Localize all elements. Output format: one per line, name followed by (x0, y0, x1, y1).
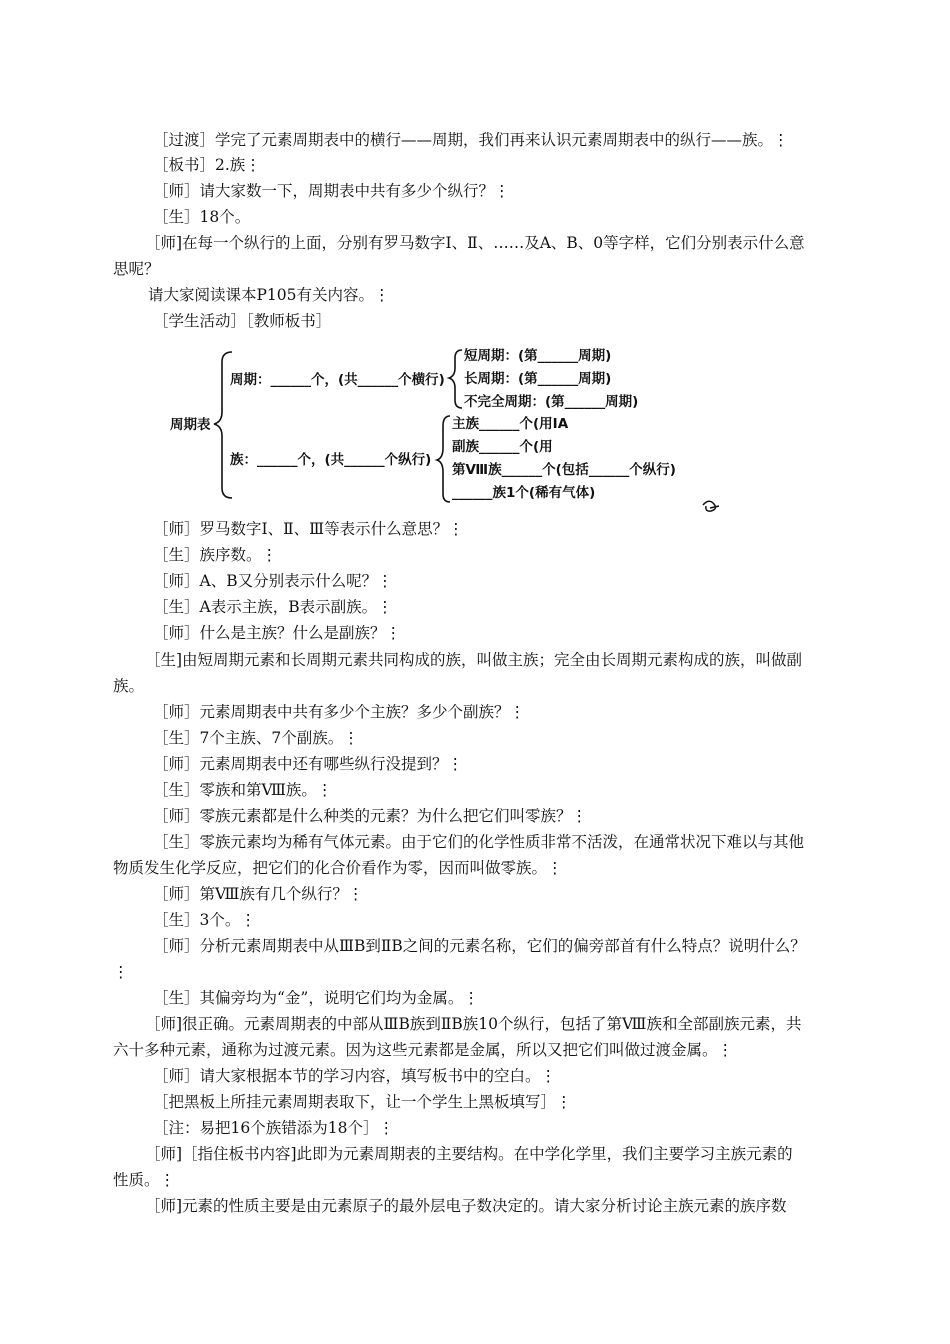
period-brace (449, 350, 462, 408)
text-line: ［过渡］学完了元素周期表中的横行——周期，我们再来认识元素周期表中的纵行——族。⋮ (153, 131, 789, 149)
text-line: ［师］零族元素都是什么种类的元素？为什么把它们叫零族？⋮ (153, 807, 588, 825)
text-line: ［师］什么是主族？什么是副族？⋮ (153, 624, 402, 642)
text-line: ［师］元素周期表中共有多少个主族？多少个副族？⋮ (153, 703, 526, 721)
text-line: ［生］7个主族、7个副族。⋮ (153, 729, 359, 747)
text-line: ［注：易把16个族错添为18个］⋮ (153, 1119, 394, 1137)
text-line: ［生]由短周期元素和长周期元素共同构成的族，叫做主族；完全由长周期元素构成的族，叫做副 (145, 651, 803, 669)
scribble-mark (703, 501, 719, 511)
diagram-period-label: 周期：______个，(共______个横行) (230, 372, 445, 388)
text-line: 族。 (113, 677, 145, 695)
text-line: ［生］零族和第Ⅷ族。⋮ (153, 781, 333, 799)
text-line: ［师］请大家数一下，周期表中共有多少个纵行？⋮ (153, 182, 510, 200)
diagram-period-item: 长周期：(第______周期) (464, 371, 612, 387)
text-line: ［生］族序数。⋮ (153, 546, 278, 564)
text-line: ［师］罗马数字Ⅰ、Ⅱ、Ⅲ等表示什么意思？⋮ (153, 520, 464, 538)
diagram-group-item: 第Ⅷ族______个(包括______个纵行) (452, 462, 676, 478)
text-line: ［师]在每一个纵行的上面，分别有罗马数字Ⅰ、Ⅱ、……及A、B、0等字样，它们分别表示什么意 (145, 234, 805, 252)
text-line: ［生］18个。 (153, 208, 251, 226)
text-line: ［师]很正确。元素周期表的中部从ⅢB族到ⅡB族10个纵行，包括了第Ⅷ族和全部副族元素，共 (145, 1015, 802, 1033)
text-line: 物质发生化学反应，把它们的化合价看作为零，因而叫做零族。⋮ (113, 859, 563, 877)
text-line: ［师］请大家根据本节的学习内容，填写板书中的空白。⋮ (153, 1067, 557, 1085)
text-line: 六十多种元素，通称为过渡元素。因为这些元素都是金属，所以又把它们叫做过渡金属。⋮ (113, 1041, 734, 1059)
text-line: 思呢？ (113, 260, 160, 278)
diagram-group-item: ______族1个(稀有气体) (452, 485, 596, 501)
text-line: 性质。⋮ (113, 1171, 176, 1189)
diagram-period-item: 短周期：(第______周期) (464, 348, 612, 364)
text-line: 请大家阅读课本P105有关内容。⋮ (148, 286, 390, 304)
text-line: ［生］3个。⋮ (153, 911, 256, 929)
text-line: ［师］A、B又分别表示什么呢？⋮ (153, 572, 393, 590)
text-line: ［学生活动］［教师板书］ (153, 312, 332, 330)
diagram-group-label: 族：______个，(共______个纵行) (230, 452, 432, 468)
text-line: ［师]［指住板书内容]此即为元素周期表的主要结构。在中学化学里，我们主要学习主族元素的 (145, 1145, 793, 1163)
text-line: ［生］其偏旁均为“金”，说明它们均为金属。⋮ (153, 989, 479, 1007)
diagram-period-item: 不完全周期：(第______周期) (464, 394, 639, 410)
text-line: ［师］分析元素周期表中从ⅢB到ⅡB之间的元素名称，它们的偏旁部首有什么特点？说明什么？ (153, 937, 806, 955)
text-line: ［师］元素周期表中还有哪些纵行没提到？⋮ (153, 755, 464, 773)
diagram-group-item: 副族______个(用 (452, 439, 553, 455)
group-brace (437, 416, 450, 502)
diagram-group-item: 主族______个(用ⅠA (452, 416, 569, 432)
text-line: ［师]元素的性质主要是由元素原子的最外层电子数决定的。请大家分析讨论主族元素的族序数 (145, 1197, 787, 1215)
text-line: ［板书］2.族⋮ (153, 156, 261, 174)
text-line: ［把黑板上所挂元素周期表取下，让一个学生上黑板填写］⋮ (153, 1093, 572, 1111)
text-line: ［生］A表示主族，B表示副族。⋮ (153, 598, 393, 616)
diagram-root-label: 周期表 (170, 417, 211, 433)
text-line: ⋮ (113, 963, 129, 981)
text-line: ［生］零族元素均为稀有气体元素。由于它们的化学性质非常不活泼，在通常状况下难以与其他 (153, 833, 805, 851)
text-line: ［师］第Ⅷ族有几个纵行？⋮ (153, 885, 364, 903)
